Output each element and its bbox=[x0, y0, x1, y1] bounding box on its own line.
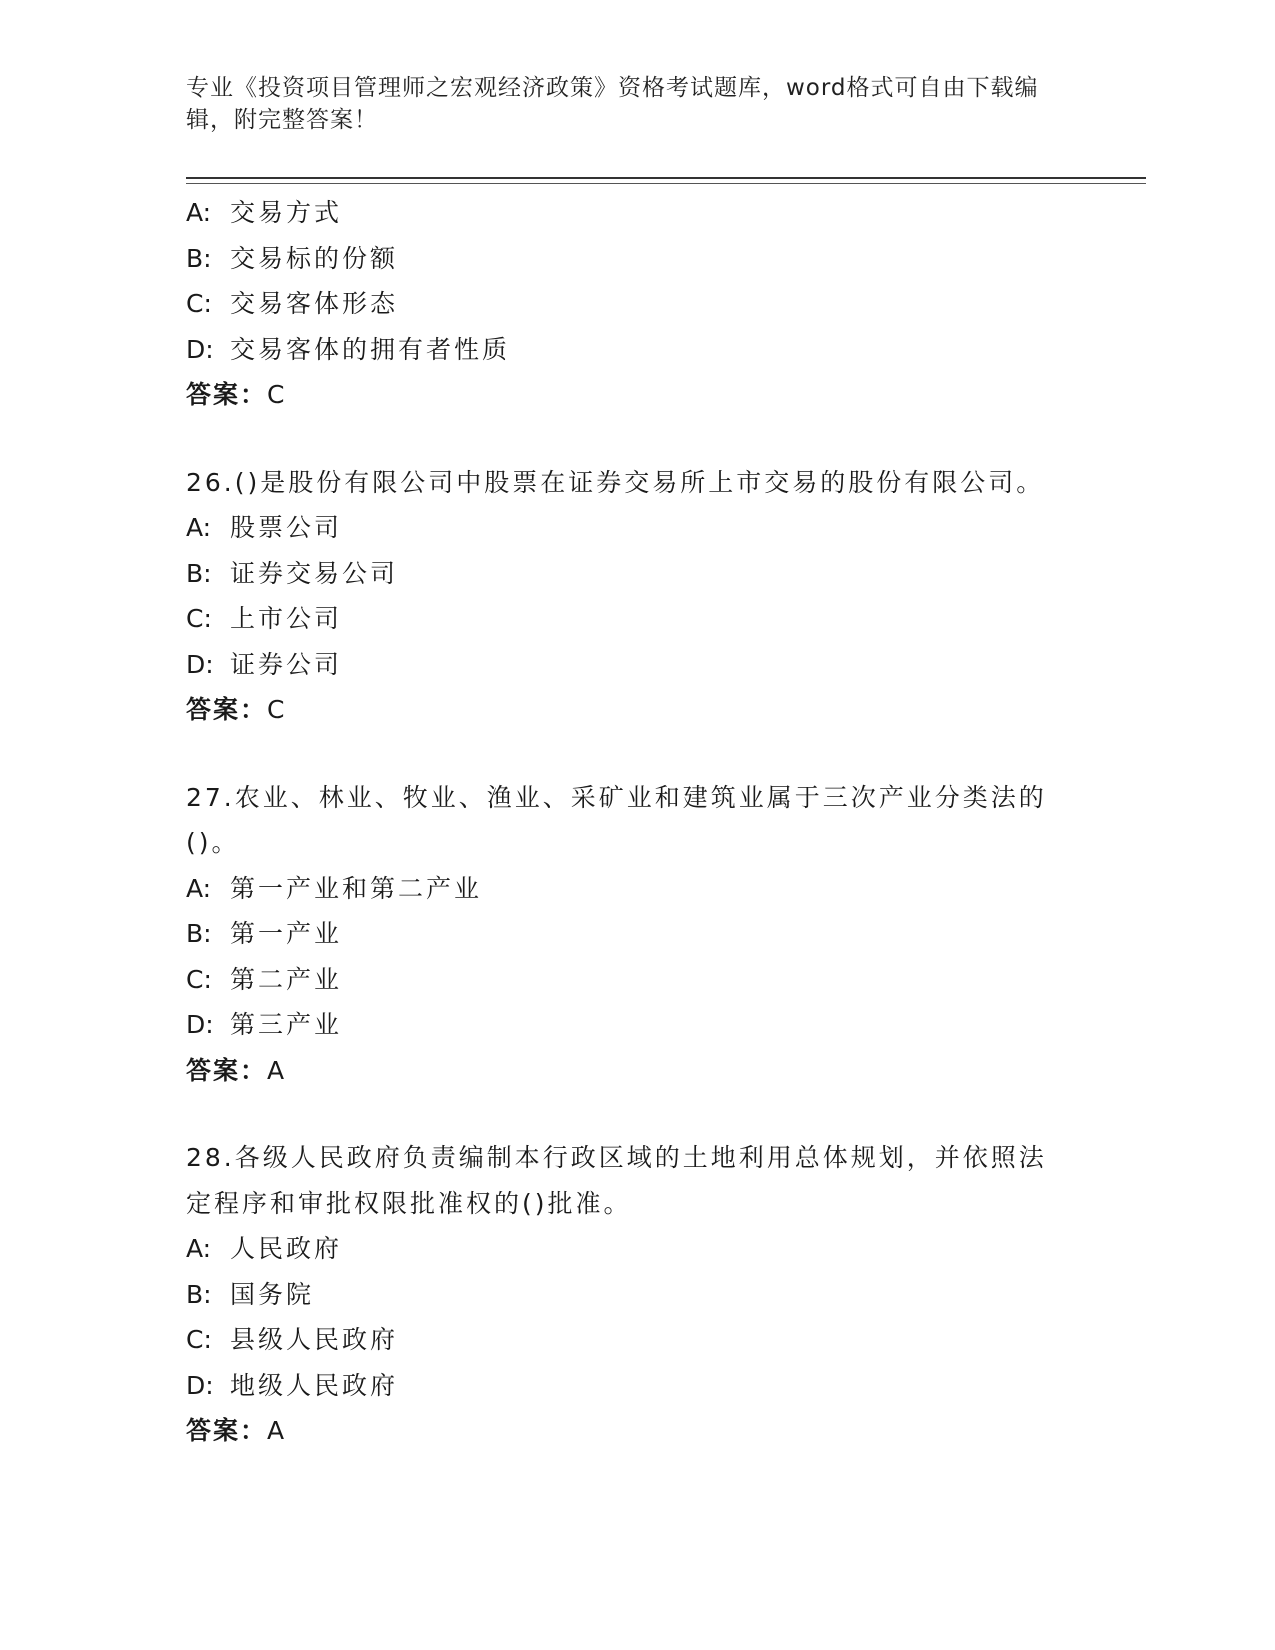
option-letter: B: bbox=[186, 243, 212, 273]
option-text: 第三产业 bbox=[230, 1010, 343, 1039]
option-a bbox=[186, 505, 1086, 551]
option-letter: B: bbox=[186, 1279, 212, 1309]
answer-value: A bbox=[267, 1055, 285, 1085]
question-content bbox=[186, 190, 1086, 1454]
answer-value: C bbox=[267, 380, 285, 409]
option-text: 交易标的份额 bbox=[230, 243, 399, 273]
option-letter: B: bbox=[186, 558, 212, 588]
option-c bbox=[186, 957, 1086, 1003]
option-text: 证券公司 bbox=[230, 649, 343, 679]
option-text: 证券交易公司 bbox=[230, 558, 399, 588]
option-text: 股票公司 bbox=[230, 513, 343, 542]
option-text: 人民政府 bbox=[230, 1234, 343, 1263]
option-b bbox=[186, 911, 1086, 957]
option-a bbox=[186, 190, 1086, 236]
option-text: 县级人民政府 bbox=[230, 1325, 399, 1354]
option-letter: D: bbox=[186, 649, 214, 679]
answer-value: C bbox=[267, 695, 285, 724]
option-c bbox=[186, 1317, 1086, 1363]
question-text: 26.()是股份有限公司中股票在证券交易所上市交易的股份有限公司。 bbox=[186, 467, 1045, 497]
answer-label: 答案： bbox=[186, 1416, 268, 1445]
answer-value: A bbox=[267, 1416, 285, 1445]
option-text: 国务院 bbox=[230, 1279, 315, 1309]
option-b bbox=[186, 236, 1086, 282]
option-text: 交易客体的拥有者性质 bbox=[230, 334, 511, 364]
option-letter: D: bbox=[186, 334, 214, 364]
option-b bbox=[186, 1272, 1086, 1318]
question-block-25 bbox=[186, 190, 1086, 418]
page-header: 专业《投资项目管理师之宏观经济政策》资格考试题库，word格式可自由下载编辑，附完整答案！ bbox=[186, 75, 1039, 133]
option-c bbox=[186, 596, 1086, 642]
option-letter: C: bbox=[186, 964, 212, 994]
option-d bbox=[186, 327, 1086, 373]
header-divider-thick bbox=[186, 177, 1146, 179]
question-text: 28.各级人民政府负责编制本行政区域的土地利用总体规划，并依照法定程序和审批权限批准权的()批准。 bbox=[186, 1143, 1047, 1218]
option-letter: C: bbox=[186, 289, 212, 318]
option-text: 第一产业 bbox=[230, 919, 343, 948]
option-letter: B: bbox=[186, 919, 212, 948]
answer-line bbox=[186, 1408, 1086, 1454]
option-d bbox=[186, 1002, 1086, 1048]
option-text: 上市公司 bbox=[230, 604, 343, 633]
option-a bbox=[186, 866, 1086, 912]
option-d bbox=[186, 642, 1086, 688]
answer-label: 答案： bbox=[186, 695, 268, 724]
option-letter: D: bbox=[186, 1370, 214, 1400]
answer-line bbox=[186, 687, 1086, 733]
answer-label: 答案： bbox=[186, 1055, 268, 1085]
option-text: 第一产业和第二产业 bbox=[230, 873, 483, 903]
answer-line bbox=[186, 372, 1086, 418]
question-block-28 bbox=[186, 1135, 1086, 1454]
option-letter: A: bbox=[186, 513, 212, 542]
option-letter: A: bbox=[186, 1234, 212, 1263]
question-text: 27.农业、林业、牧业、渔业、采矿业和建筑业属于三次产业分类法的()。 bbox=[186, 782, 1047, 857]
option-letter: A: bbox=[186, 198, 212, 227]
option-letter: C: bbox=[186, 1325, 212, 1354]
answer-label: 答案： bbox=[186, 380, 268, 409]
option-letter: C: bbox=[186, 604, 212, 633]
option-d bbox=[186, 1363, 1086, 1409]
question-block-27 bbox=[186, 775, 1086, 1094]
question-block-26 bbox=[186, 460, 1086, 733]
option-letter: A: bbox=[186, 873, 212, 903]
option-c bbox=[186, 281, 1086, 327]
answer-line bbox=[186, 1048, 1086, 1094]
option-text: 地级人民政府 bbox=[230, 1370, 399, 1400]
option-letter: D: bbox=[186, 1010, 214, 1039]
option-a bbox=[186, 1226, 1086, 1272]
option-text: 第二产业 bbox=[230, 964, 343, 994]
option-text: 交易方式 bbox=[230, 198, 343, 227]
option-text: 交易客体形态 bbox=[230, 289, 399, 318]
header-divider-thin bbox=[186, 183, 1146, 184]
option-b bbox=[186, 551, 1086, 597]
